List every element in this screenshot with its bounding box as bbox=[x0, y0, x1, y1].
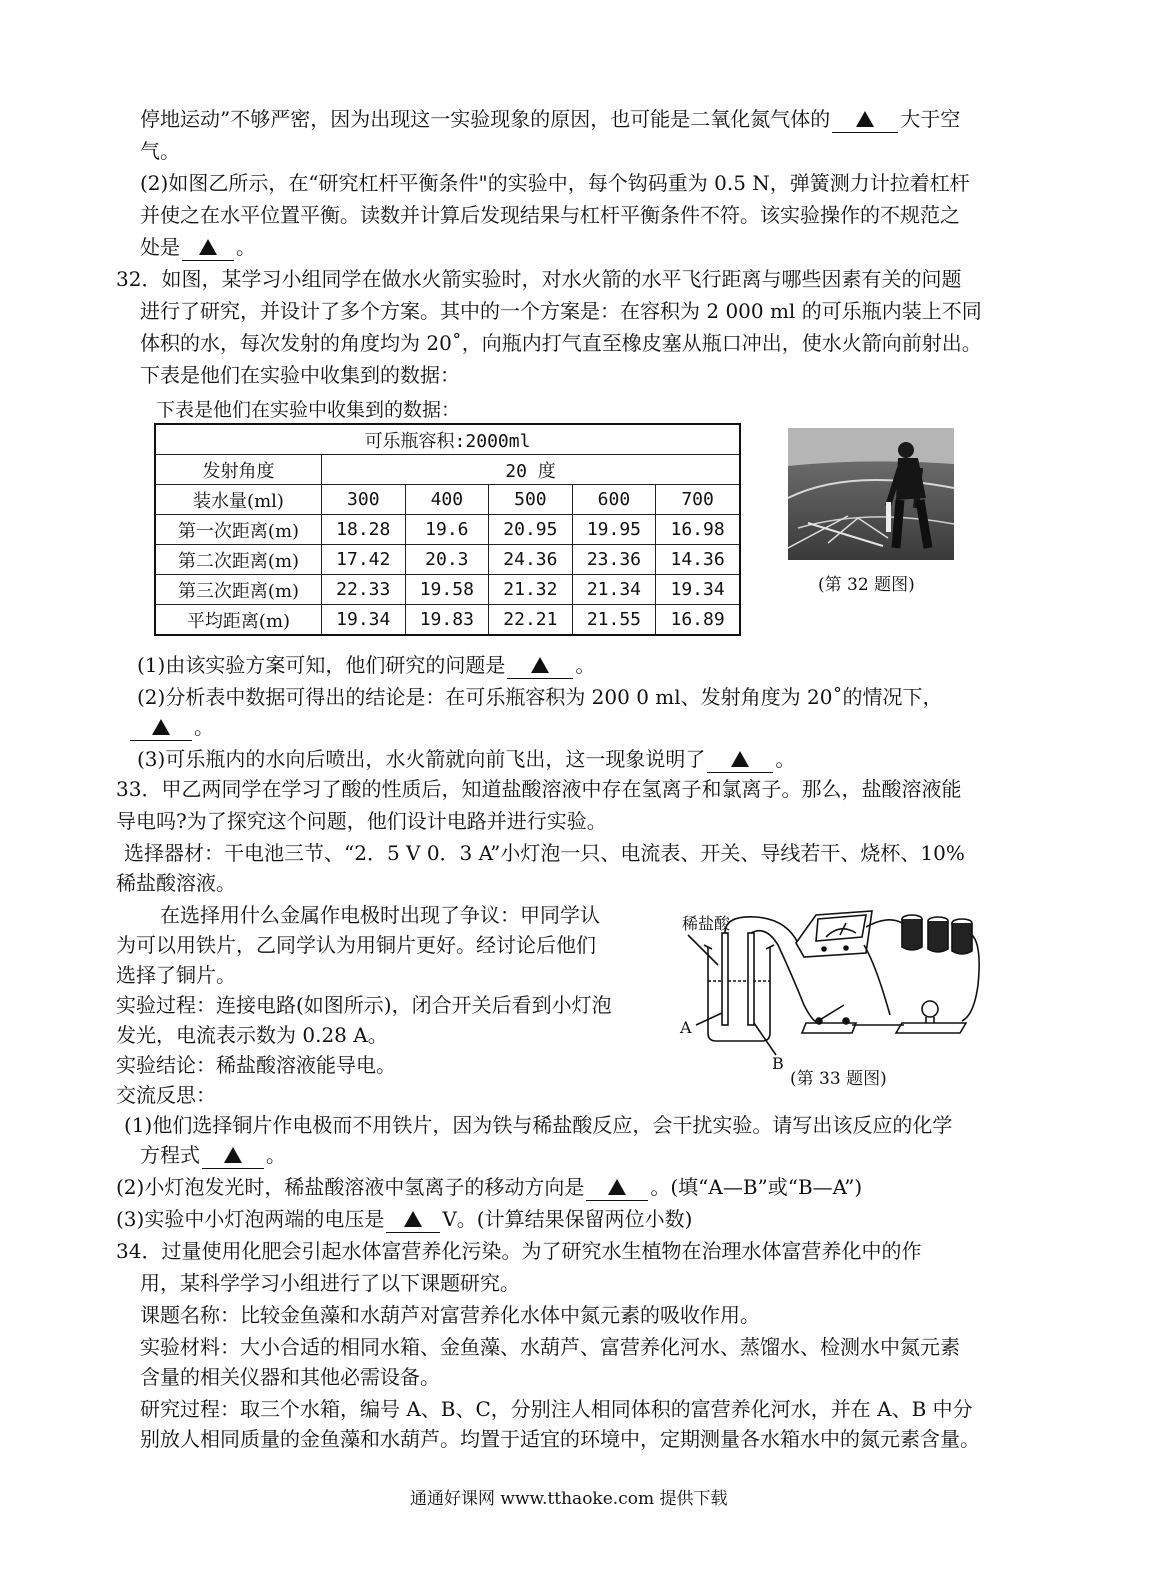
question-34-line: 34．过量使用化肥会引起水体富营养化污染。为了研究水生植物在治理水体富营养化中的作 bbox=[116, 1239, 922, 1263]
answer-blank[interactable] bbox=[202, 1142, 264, 1169]
table-cell: 300 bbox=[322, 485, 406, 515]
text-segment: 。 bbox=[575, 653, 596, 677]
text-segment: (3)实验中小灯泡两端的电压是 bbox=[116, 1207, 385, 1231]
text-line: 交流反思： bbox=[116, 1083, 216, 1107]
text-line bbox=[128, 712, 214, 742]
water-rocket-photo bbox=[788, 428, 954, 560]
triangle-icon bbox=[404, 1211, 422, 1227]
text-segment: 方程式 bbox=[140, 1143, 200, 1167]
text-line bbox=[137, 650, 595, 680]
text-line: 气。 bbox=[140, 139, 180, 163]
table-title: 可乐瓶容积:2000ml bbox=[155, 424, 740, 455]
text-segment: 。(填“A—B”或“B—A”) bbox=[650, 1175, 863, 1199]
data-table bbox=[154, 423, 741, 636]
text-line bbox=[137, 744, 795, 774]
table-cell: 23.36 bbox=[572, 545, 656, 575]
text-segment: (2)小灯泡发光时，稀盐酸溶液中氢离子的移动方向是 bbox=[116, 1175, 585, 1199]
table-row bbox=[155, 424, 740, 455]
text-line bbox=[116, 1204, 692, 1234]
table-cell: 19.34 bbox=[322, 605, 406, 636]
table-row bbox=[155, 605, 740, 636]
text-line: 别放人相同质量的金鱼藻和水葫芦。均置于适宜的环境中，定期测量各水箱水中的氮元素含量。 bbox=[140, 1427, 980, 1451]
table-cell: 500 bbox=[489, 485, 573, 515]
table-cell: 19.6 bbox=[405, 515, 489, 545]
table-cell: 24.36 bbox=[489, 545, 573, 575]
triangle-icon bbox=[608, 1179, 626, 1195]
text-line: 导电吗?为了探究这个问题，他们设计电路并进行实验。 bbox=[116, 809, 607, 833]
answer-blank[interactable] bbox=[832, 106, 898, 133]
table-cell: 21.55 bbox=[572, 605, 656, 636]
text-segment: 大于空 bbox=[900, 107, 961, 131]
table-cell: 22.33 bbox=[322, 575, 406, 605]
triangle-icon bbox=[731, 751, 749, 767]
table-cell: 20 度 bbox=[322, 455, 741, 485]
page-footer: 通通好课网 www.tthaoke.com 提供下载 bbox=[410, 1489, 728, 1509]
table-cell: 20.3 bbox=[405, 545, 489, 575]
text-line: 实验结论：稀盐酸溶液能导电。 bbox=[116, 1053, 396, 1077]
table-cell: 22.21 bbox=[489, 605, 573, 636]
table-cell: 600 bbox=[572, 485, 656, 515]
text-line: 含量的相关仪器和其他必需设备。 bbox=[140, 1365, 440, 1389]
text-line: 用，某科学学习小组进行了以下课题研究。 bbox=[140, 1271, 520, 1295]
table-cell: 700 bbox=[656, 485, 740, 515]
table-row bbox=[155, 485, 740, 515]
text-segment: 。 bbox=[236, 235, 256, 259]
beaker-outline bbox=[708, 947, 770, 1041]
table-cell: 19.58 bbox=[405, 575, 489, 605]
text-segment: 处是 bbox=[140, 235, 180, 259]
text-line: 为可以用铁片，乙同学认为用铜片更好。经讨论后他们 bbox=[116, 933, 596, 957]
answer-blank[interactable] bbox=[707, 746, 773, 773]
triangle-icon bbox=[224, 1147, 242, 1163]
figure-32-caption: (第 32 题图) bbox=[818, 575, 915, 595]
text-line: (2)分析表中数据可得出的结论是：在可乐瓶容积为 200 0 ml、发射角度为 20˚的情况下， bbox=[137, 685, 943, 709]
text-line: (1)他们选择铜片作电极而不用铁片，因为铁与稀盐酸反应，会干扰实验。请写出该反应的化学 bbox=[124, 1113, 953, 1137]
question-32-line: 32．如图，某学习小组同学在做水火箭实验时，对水火箭的水平飞行距离与哪些因素有关的问题 bbox=[116, 267, 962, 291]
table-cell: 17.42 bbox=[322, 545, 406, 575]
table-row-header: 第三次距离(m) bbox=[155, 575, 322, 605]
table-row bbox=[155, 455, 740, 485]
text-segment: 停地运动”不够严密，因为出现这一实验现象的原因，也可能是二氧化氮气体的 bbox=[140, 107, 831, 131]
answer-blank[interactable] bbox=[507, 652, 573, 679]
table-cell: 16.89 bbox=[656, 605, 740, 636]
text-line: 发光，电流表示数为 0.28 A。 bbox=[116, 1023, 388, 1047]
text-line bbox=[140, 1140, 286, 1170]
text-segment: 。 bbox=[194, 715, 214, 739]
text-segment: (1)由该实验方案可知，他们研究的问题是 bbox=[137, 653, 506, 677]
text-line: 并使之在水平位置平衡。读数并计算后发现结果与杠杆平衡条件不符。该实验操作的不规范之 bbox=[140, 203, 960, 227]
text-line: (2)如图乙所示，在“研究杠杆平衡条件"的实验中，每个钩码重为 0.5 N，弹簧测力计拉着杠杆 bbox=[140, 171, 970, 195]
table-cell: 21.32 bbox=[489, 575, 573, 605]
table-cell: 20.95 bbox=[489, 515, 573, 545]
table-cell: 19.83 bbox=[405, 605, 489, 636]
answer-blank[interactable] bbox=[182, 234, 234, 261]
text-segment: 。 bbox=[775, 747, 796, 771]
circuit-diagram bbox=[676, 905, 982, 1075]
question-33-line: 33．甲乙两同学在学习了酸的性质后，知道盐酸溶液中存在氢离子和氯离子。那么，盐酸溶液能 bbox=[116, 777, 962, 801]
triangle-icon bbox=[856, 111, 874, 127]
text-line: 下表是他们在实验中收集到的数据： bbox=[140, 363, 460, 387]
triangle-icon bbox=[531, 657, 549, 673]
text-line: 选择器材：干电池三节、“2．5 V 0．3 A”小灯泡一只、电流表、开关、导线若干、烧杯、10% bbox=[124, 841, 965, 865]
table-row bbox=[155, 515, 740, 545]
text-line: 课题名称：比较金鱼藻和水葫芦对富营养化水体中氮元素的吸收作用。 bbox=[140, 1303, 760, 1327]
table-row-header: 发射角度 bbox=[155, 455, 322, 485]
table-cell: 21.34 bbox=[572, 575, 656, 605]
label-electrode-a: A bbox=[680, 1018, 692, 1037]
text-line: 实验材料：大小合适的相同水箱、金鱼藻、水葫芦、富营养化河水、蒸馏水、检测水中氮元素 bbox=[140, 1335, 960, 1359]
text-segment: (3)可乐瓶内的水向后喷出，水火箭就向前飞出，这一现象说明了 bbox=[137, 747, 706, 771]
table-row-header: 第二次距离(m) bbox=[155, 545, 322, 575]
text-line: 进行了研究，并设计了多个方案。其中的一个方案是：在容积为 2 000 ml 的可乐瓶内装上不同 bbox=[140, 299, 982, 323]
text-line: 体积的水，每次发射的角度均为 20˚，向瓶内打气直至橡皮塞从瓶口冲出，使水火箭向前射出。 bbox=[140, 331, 982, 355]
text-line: 选择了铜片。 bbox=[116, 963, 236, 987]
figure-33-caption: (第 33 题图) bbox=[790, 1069, 887, 1089]
text-line: 下表是他们在实验中收集到的数据： bbox=[156, 399, 461, 421]
text-line: 研究过程：取三个水箱，编号 A、B、C，分别注人相同体积的富营养化河水，并在 A、B 中分 bbox=[140, 1397, 973, 1421]
table-row-header: 平均距离(m) bbox=[155, 605, 322, 636]
text-line: 实验过程：连接电路(如图所示)，闭合开关后看到小灯泡 bbox=[116, 993, 612, 1017]
text-segment: V。(计算结果保留两位小数) bbox=[442, 1207, 693, 1231]
table-row-header: 第一次距离(m) bbox=[155, 515, 322, 545]
table-row bbox=[155, 545, 740, 575]
table-cell: 19.95 bbox=[572, 515, 656, 545]
table-row-header: 装水量(ml) bbox=[155, 485, 322, 515]
text-segment: 。 bbox=[266, 1143, 286, 1167]
table-cell: 400 bbox=[405, 485, 489, 515]
table-cell: 14.36 bbox=[656, 545, 740, 575]
text-line bbox=[140, 232, 256, 262]
label-electrode-b: B bbox=[772, 1054, 784, 1073]
text-line bbox=[140, 104, 960, 134]
text-line bbox=[116, 1172, 862, 1202]
answer-blank[interactable] bbox=[130, 714, 192, 741]
answer-blank[interactable] bbox=[386, 1206, 440, 1233]
answer-blank[interactable] bbox=[586, 1174, 648, 1201]
table-cell: 18.28 bbox=[322, 515, 406, 545]
table-row bbox=[155, 575, 740, 605]
text-line: 稀盐酸溶液。 bbox=[116, 871, 236, 895]
table-cell: 16.98 bbox=[656, 515, 740, 545]
text-line: 在选择用什么金属作电极时出现了争议：甲同学认 bbox=[160, 903, 600, 927]
label-hydrochloric-acid: 稀盐酸 bbox=[682, 914, 731, 933]
triangle-icon bbox=[152, 719, 170, 735]
triangle-icon bbox=[199, 239, 217, 255]
table-cell: 19.34 bbox=[656, 575, 740, 605]
